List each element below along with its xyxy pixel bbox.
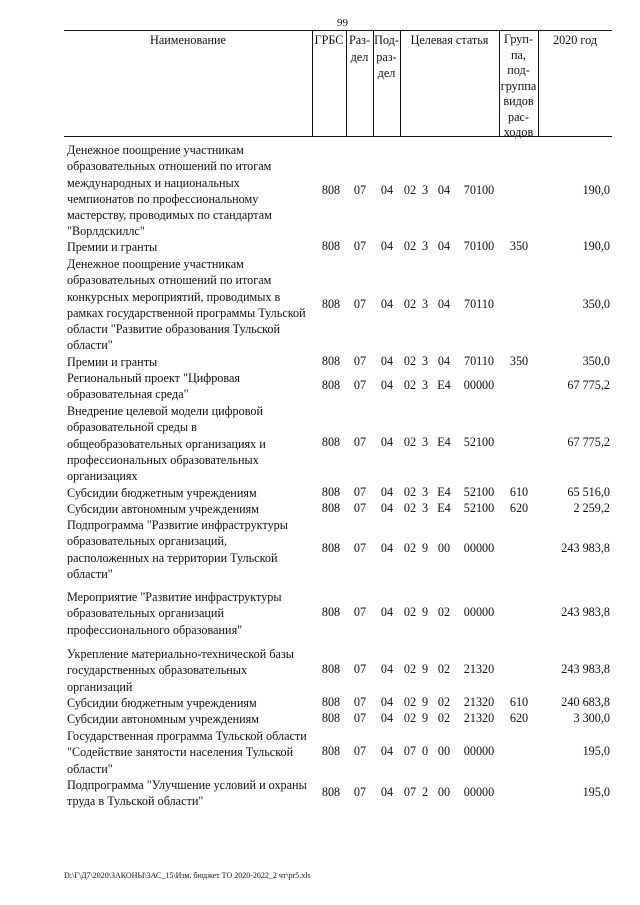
header-group-line: видов — [503, 94, 534, 108]
row-grbs: 808 — [321, 183, 341, 197]
row-subprogram: 3 — [421, 485, 429, 499]
row-direction: 21320 — [463, 711, 495, 725]
row-razdel: 07 — [353, 541, 367, 555]
row-expense-group: 350 — [509, 239, 529, 253]
row-razdel: 07 — [353, 695, 367, 709]
row-amount: 350,0 — [582, 297, 610, 311]
row-activity: 02 — [437, 711, 451, 725]
row-expense-group: 350 — [509, 354, 529, 368]
row-direction: 70110 — [463, 297, 495, 311]
row-program: 02 — [403, 435, 417, 449]
row-name: Государственная программа Тульской области "Содействие занятости населения Тульской области" — [67, 729, 307, 776]
row-razdel: 07 — [353, 239, 367, 253]
row-name: Премии и гранты — [67, 240, 158, 254]
row-program: 02 — [403, 485, 417, 499]
row-name: Субсидии автономным учреждениям — [67, 502, 259, 516]
row-name: Мероприятие "Развитие инфраструктуры образовательных организаций профессионального образования" — [67, 590, 282, 637]
row-activity: E4 — [437, 485, 451, 499]
row-grbs: 808 — [321, 695, 341, 709]
row-activity: E4 — [437, 501, 451, 515]
row-program: 02 — [403, 711, 417, 725]
row-activity: 04 — [437, 297, 451, 311]
row-subprogram: 9 — [421, 541, 429, 555]
row-amount: 243 983,8 — [561, 662, 610, 676]
row-direction: 52100 — [463, 485, 495, 499]
header-group-line: Груп- — [504, 32, 533, 46]
row-subprogram: 9 — [421, 695, 429, 709]
row-direction: 70100 — [463, 183, 495, 197]
header-group — [499, 32, 538, 141]
row-subprogram: 3 — [421, 183, 429, 197]
row-direction: 70100 — [463, 239, 495, 253]
row-subprogram: 3 — [421, 501, 429, 515]
row-direction: 00000 — [463, 605, 495, 619]
row-activity: 00 — [437, 785, 451, 799]
header-podrazdel-line: дел — [377, 66, 396, 80]
row-razdel: 07 — [353, 785, 367, 799]
row-razdel: 07 — [353, 662, 367, 676]
file-path-footer: D:\Г\Д7\2020\ЗАКОНЫ\ЗАС_15\Изм. бюджет ТО 2020-2022_2 чт\pr5.xls — [64, 871, 311, 880]
row-razdel: 07 — [353, 501, 367, 515]
row-program: 02 — [403, 605, 417, 619]
row-name: Подпрограмма "Улучшение условий и охраны труда в Тульской области" — [67, 778, 307, 809]
row-program: 02 — [403, 501, 417, 515]
row-direction: 52100 — [463, 435, 495, 449]
row-grbs: 808 — [321, 662, 341, 676]
row-activity: 02 — [437, 605, 451, 619]
row-amount: 195,0 — [582, 744, 610, 758]
row-program: 02 — [403, 183, 417, 197]
row-podrazdel: 04 — [380, 785, 394, 799]
row-activity: E4 — [437, 378, 451, 392]
row-direction: 00000 — [463, 541, 495, 555]
row-grbs: 808 — [321, 378, 341, 392]
row-activity: E4 — [437, 435, 451, 449]
row-expense-group: 610 — [509, 485, 529, 499]
row-amount: 195,0 — [582, 785, 610, 799]
header-razdel — [346, 32, 373, 65]
row-subprogram: 9 — [421, 605, 429, 619]
header-group-line: под- — [507, 63, 530, 77]
row-name: Региональный проект "Цифровая образовательная среда" — [67, 371, 240, 402]
header-top-border — [64, 30, 612, 31]
row-program: 02 — [403, 662, 417, 676]
row-amount: 243 983,8 — [561, 605, 610, 619]
row-subprogram: 3 — [421, 435, 429, 449]
page-number: 99 — [337, 17, 348, 29]
row-activity: 04 — [437, 354, 451, 368]
header-razdel-line: дел — [350, 49, 369, 64]
row-podrazdel: 04 — [380, 501, 394, 515]
header-group-line: ходов — [503, 125, 534, 139]
row-name: Субсидии автономным учреждениям — [67, 712, 259, 726]
row-podrazdel: 04 — [380, 239, 394, 253]
row-program: 02 — [403, 354, 417, 368]
row-podrazdel: 04 — [380, 695, 394, 709]
row-grbs: 808 — [321, 435, 341, 449]
row-podrazdel: 04 — [380, 541, 394, 555]
header-podrazdel-line: Под- — [374, 33, 399, 47]
row-name: Денежное поощрение участникам образовательных отношений по итогам международных и национальных чемпионатов по профессиональному мастерству, проводимых по стандартам "Ворлдскиллс" — [67, 143, 272, 239]
row-name: Премии и гранты — [67, 355, 158, 369]
row-program: 02 — [403, 378, 417, 392]
row-grbs: 808 — [321, 605, 341, 619]
row-subprogram: 3 — [421, 239, 429, 253]
row-razdel: 07 — [353, 485, 367, 499]
row-amount: 3 300,0 — [573, 711, 610, 725]
row-grbs: 808 — [321, 485, 341, 499]
row-razdel: 07 — [353, 354, 367, 368]
row-subprogram: 0 — [421, 744, 429, 758]
row-razdel: 07 — [353, 605, 367, 619]
header-podrazdel-line: раз- — [376, 49, 397, 64]
row-subprogram: 9 — [421, 711, 429, 725]
header-group-line: па, — [511, 47, 526, 62]
row-grbs: 808 — [321, 744, 341, 758]
row-grbs: 808 — [321, 354, 341, 368]
row-amount: 2 259,2 — [573, 501, 610, 515]
row-name: Укрепление материально-технической базы государственных образовательных организаций — [67, 647, 294, 694]
header-grbs: ГРБС — [314, 33, 344, 47]
row-direction: 70110 — [463, 354, 495, 368]
row-direction: 52100 — [463, 501, 495, 515]
header-target: Целевая статья — [410, 33, 489, 47]
row-amount: 350,0 — [582, 354, 610, 368]
row-name: Субсидии бюджетным учреждениям — [67, 486, 257, 500]
header-group-line: рас- — [508, 109, 529, 124]
row-program: 02 — [403, 297, 417, 311]
row-program: 07 — [403, 744, 417, 758]
row-podrazdel: 04 — [380, 435, 394, 449]
row-name: Внедрение целевой модели цифровой образовательной среды в общеобразовательных организациях и профессиональных образовательных организациях — [67, 404, 266, 484]
row-activity: 00 — [437, 541, 451, 555]
row-razdel: 07 — [353, 183, 367, 197]
row-grbs: 808 — [321, 501, 341, 515]
row-direction: 21320 — [463, 695, 495, 709]
row-podrazdel: 04 — [380, 378, 394, 392]
row-subprogram: 9 — [421, 662, 429, 676]
row-podrazdel: 04 — [380, 744, 394, 758]
row-podrazdel: 04 — [380, 485, 394, 499]
row-razdel: 07 — [353, 297, 367, 311]
row-amount: 65 516,0 — [567, 485, 610, 499]
row-direction: 00000 — [463, 744, 495, 758]
header-year: 2020 год — [552, 33, 598, 47]
row-grbs: 808 — [321, 239, 341, 253]
header-name: Наименование — [150, 33, 226, 47]
header-podrazdel — [373, 32, 400, 82]
row-grbs: 808 — [321, 785, 341, 799]
row-razdel: 07 — [353, 435, 367, 449]
row-subprogram: 2 — [421, 785, 429, 799]
row-direction: 00000 — [463, 378, 495, 392]
row-direction: 00000 — [463, 785, 495, 799]
row-amount: 190,0 — [582, 183, 610, 197]
row-razdel: 07 — [353, 711, 367, 725]
row-grbs: 808 — [321, 297, 341, 311]
row-program: 02 — [403, 541, 417, 555]
row-expense-group: 620 — [509, 501, 529, 515]
row-amount: 190,0 — [582, 239, 610, 253]
row-expense-group: 620 — [509, 711, 529, 725]
row-amount: 240 683,8 — [561, 695, 610, 709]
row-direction: 21320 — [463, 662, 495, 676]
row-activity: 02 — [437, 695, 451, 709]
row-activity: 02 — [437, 662, 451, 676]
row-podrazdel: 04 — [380, 354, 394, 368]
row-razdel: 07 — [353, 744, 367, 758]
row-program: 02 — [403, 695, 417, 709]
row-razdel: 07 — [353, 378, 367, 392]
row-activity: 04 — [437, 183, 451, 197]
row-subprogram: 3 — [421, 378, 429, 392]
row-grbs: 808 — [321, 541, 341, 555]
row-expense-group: 610 — [509, 695, 529, 709]
row-amount: 243 983,8 — [561, 541, 610, 555]
row-name: Субсидии бюджетным учреждениям — [67, 696, 257, 710]
row-subprogram: 3 — [421, 297, 429, 311]
row-name: Денежное поощрение участникам образовательных отношений по итогам конкурсных мероприятий, проводимых в рамках государственной программы Тульской области "Развитие образования Тульской области" — [67, 257, 306, 353]
header-razdel-line: Раз- — [348, 33, 371, 47]
row-program: 07 — [403, 785, 417, 799]
row-program: 02 — [403, 239, 417, 253]
row-activity: 04 — [437, 239, 451, 253]
row-podrazdel: 04 — [380, 183, 394, 197]
header-group-line: группа — [500, 78, 537, 93]
row-subprogram: 3 — [421, 354, 429, 368]
row-podrazdel: 04 — [380, 662, 394, 676]
row-activity: 00 — [437, 744, 451, 758]
row-podrazdel: 04 — [380, 711, 394, 725]
row-name: Подпрограмма "Развитие инфраструктуры образовательных организаций, расположенных на территории Тульской области" — [67, 518, 288, 581]
row-podrazdel: 04 — [380, 605, 394, 619]
row-amount: 67 775,2 — [567, 378, 610, 392]
row-podrazdel: 04 — [380, 297, 394, 311]
row-grbs: 808 — [321, 711, 341, 725]
row-amount: 67 775,2 — [567, 435, 610, 449]
